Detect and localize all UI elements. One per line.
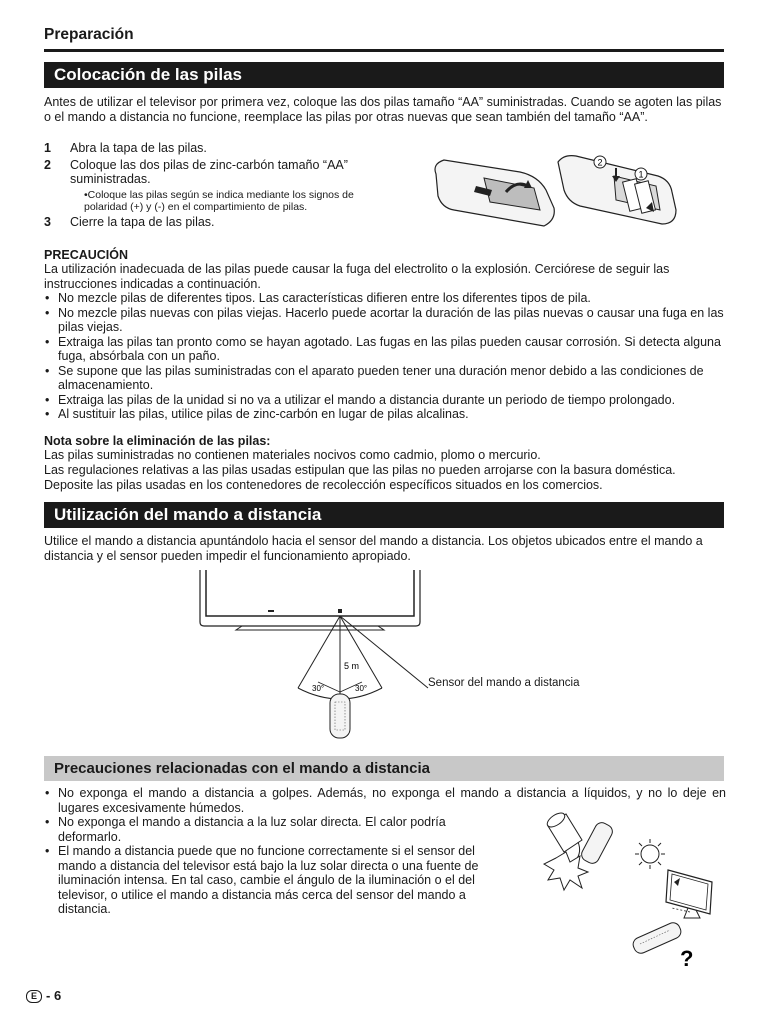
remote-precautions-section-header: Precauciones relacionadas con el mando a distancia xyxy=(44,756,724,781)
step-2: 2 Coloque las dos pilas de zinc-carbón tamaño “AA” suministradas. xyxy=(44,157,348,186)
step-2-note: •Coloque las pilas según se indica mediante los signos de polaridad (+) y (-) en el compartimiento de pilas. xyxy=(84,188,354,213)
remote-use-section-header: Utilización del mando a distancia xyxy=(44,502,724,528)
batteries-intro: Antes de utilizar el televisor por primera vez, coloque las dos pilas tamaño “AA” suministradas. Cuando se agoten las pilas o el mando a distancia no funcione, reemplace las pilas por otras nuevas que sean también del tamaño “AA”. xyxy=(44,95,722,124)
tv-illustration xyxy=(200,570,420,630)
disposal-line: Las pilas suministradas no contienen materiales nocivos como cadmio, plomo o mercurio. xyxy=(44,448,541,462)
caution-item: • Se supone que las pilas suministradas con el aparato pueden tener una duración menor debido a las condiciones de almacenamiento. xyxy=(44,364,724,393)
caution-intro: La utilización inadecuada de las pilas puede causar la fuga del electrolito o la explosión. Cerciórese de seguir las instrucciones indicadas a continuación. xyxy=(44,262,670,291)
angle-left-label: 30° xyxy=(312,684,325,693)
remote-precautions-illustration xyxy=(540,812,725,972)
remote-use-intro: Utilice el mando a distancia apuntándolo hacia el sensor del mando a distancia. Los objetos ubicados entre el mando a distancia y el sensor pueden impedir el funcionamiento apropiado. xyxy=(44,534,703,563)
caution-item: • Extraiga las pilas de la unidad si no va a utilizar el mando a distancia durante un periodo de tiempo prolongado. xyxy=(44,393,724,408)
step-1-marker-label: 1 xyxy=(638,169,644,180)
battery-steps xyxy=(44,141,389,229)
remote-illustration xyxy=(330,694,350,738)
caution-item: • No mezcle pilas nuevas con pilas viejas. Hacerlo puede acortar la duración de las pilas nuevas o causar una fuga en las pilas viejas. xyxy=(44,306,724,335)
angle-right-label: 30° xyxy=(355,684,368,693)
battery-installation-illustration xyxy=(430,150,680,240)
disposal-line: Las regulaciones relativas a las pilas usadas estipulan que las pilas no pueden arrojarse con la basura doméstica. xyxy=(44,463,676,477)
caution-item: • Al sustituir las pilas, utilice pilas de zinc-carbón en lugar de pilas alcalinas. xyxy=(44,407,724,422)
step-1: 1 Abra la tapa de las pilas. xyxy=(44,141,207,155)
page-number: - 6 xyxy=(46,988,62,1003)
header-rule xyxy=(44,49,724,52)
question-mark-icon: ? xyxy=(680,946,694,971)
remote-precaution-item: • No exponga el mando a distancia a golpes. Además, no exponga el mando a distancia a líquidos, y no lo deje en lugares excesivamente húmedos. xyxy=(44,786,726,815)
sun-icon xyxy=(635,839,665,869)
batteries-section-header: Colocación de las pilas xyxy=(44,62,724,88)
remote-precaution-item: • No exponga el mando a distancia a la luz solar directa. El calor podría deformarlo. xyxy=(44,815,498,844)
disposal-title: Nota sobre la eliminación de las pilas: xyxy=(44,434,271,448)
liquid-spill-illustration xyxy=(544,812,615,890)
remote-back-open-illustration xyxy=(435,160,554,226)
remote-hand-illustration xyxy=(631,921,683,956)
tv-sunlight-illustration xyxy=(666,870,712,918)
step-2-marker-label: 2 xyxy=(597,157,603,168)
disposal-line: Deposite las pilas usadas en los contenedores de recolección específicos situados en los comercios. xyxy=(44,478,603,492)
remote-range-diagram xyxy=(190,570,610,745)
remote-battery-compartment-illustration xyxy=(558,156,676,224)
caution-list xyxy=(44,291,724,422)
page-section-title: Preparación xyxy=(44,26,134,43)
distance-label: 5 m xyxy=(344,661,360,671)
remote-precaution-item: • El mando a distancia puede que no funcione correctamente si el sensor del mando a distancia del televisor está bajo la luz solar directa o una fuente de iluminación intensa. En tal caso, cambie el ángulo de la iluminación o el del televisor, o utilice el mando a distancia más cerca del sensor del mando a distancia. xyxy=(44,844,498,917)
caution-item: • Extraiga las pilas tan pronto como se hayan agotado. Las fugas en las pilas pueden causar corrosión. Si detecta alguna fuga, absórbala con un paño. xyxy=(44,335,724,364)
caution-item: • No mezcle pilas de diferentes tipos. Las características difieren entre los diferentes tipos de pila. xyxy=(44,291,724,306)
sensor-label: Sensor del mando a distancia xyxy=(428,677,580,689)
caution-title: PRECAUCIÓN xyxy=(44,248,129,262)
language-badge: E xyxy=(26,990,42,1003)
step-3: 3 Cierre la tapa de las pilas. xyxy=(44,214,215,229)
